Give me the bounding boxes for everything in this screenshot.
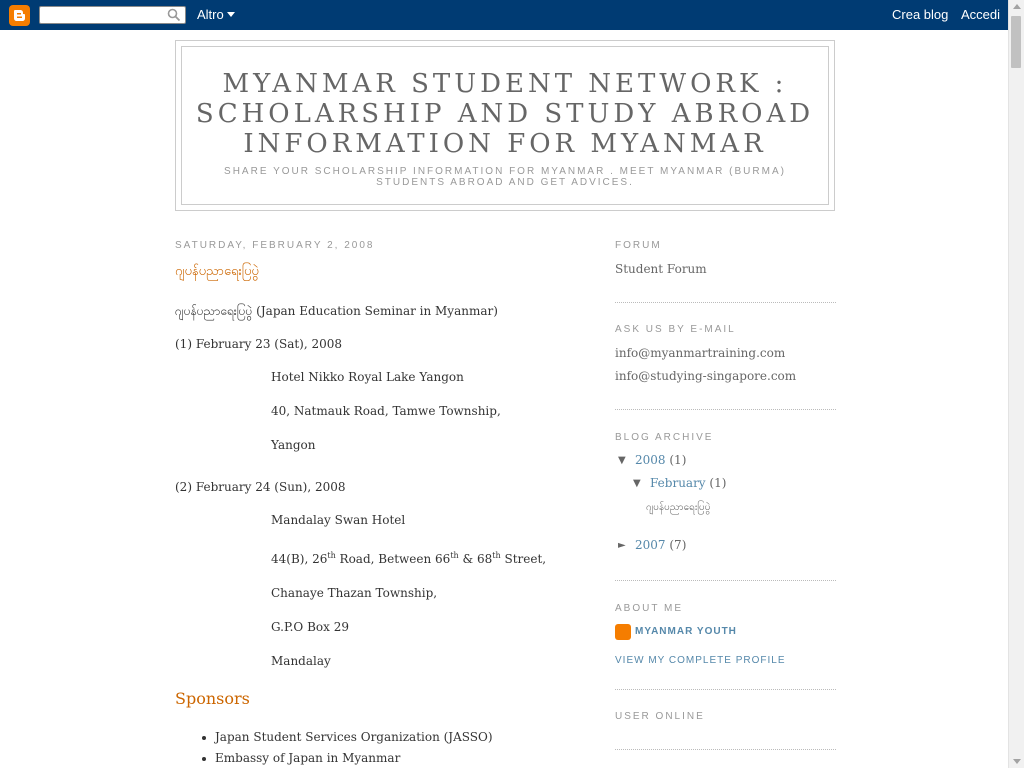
intro-myanmar: ဂျပန်ပညာရေးပြပွဲ	[175, 304, 253, 318]
scroll-down-arrow-icon[interactable]	[1013, 759, 1021, 764]
event2-township: Chanaye Thazan Township,	[271, 586, 438, 600]
create-blog-link[interactable]: Crea blog	[892, 7, 949, 22]
event1-address: 40, Natmauk Road, Tamwe Township,	[271, 404, 501, 418]
address-part: Road, Between 66	[335, 552, 451, 566]
event1-date: (1) February 23 (Sat), 2008	[175, 337, 343, 351]
address-part: & 68	[458, 552, 493, 566]
address-part: 44(B), 26	[271, 552, 328, 566]
archive-year-2007[interactable]	[635, 538, 686, 552]
event1-city: Yangon	[271, 438, 316, 452]
archive-year-2008[interactable]	[635, 453, 686, 467]
archive-month-february[interactable]	[650, 476, 726, 490]
student-forum-link[interactable]: Student Forum	[615, 262, 707, 276]
archive-count: (1)	[709, 476, 727, 490]
blogger-navbar	[0, 0, 1009, 30]
sponsor-item: Embassy of Japan in Myanmar	[215, 751, 401, 765]
blogger-logo-icon[interactable]	[9, 5, 30, 26]
blog-title[interactable]: MYANMAR STUDENT NETWORK : SCHOLARSHIP AND STUDY ABROAD INFORMATION FOR MYANMAR	[195, 69, 815, 159]
blog-header	[175, 40, 835, 211]
sponsor-item: Japan Student Services Organization (JASSO)	[215, 730, 493, 744]
search-icon[interactable]	[167, 8, 181, 22]
event2-date: (2) February 24 (Sun), 2008	[175, 480, 346, 494]
expand-toggle-icon[interactable]: ▼	[633, 478, 641, 489]
main-column	[175, 240, 575, 765]
event2-city: Mandalay	[271, 654, 331, 668]
ordinal-suffix: th	[450, 551, 459, 560]
divider	[615, 302, 836, 303]
address-part: Street,	[500, 552, 547, 566]
collapse-toggle-icon[interactable]: ►	[618, 540, 626, 551]
event1-venue: Hotel Nikko Royal Lake Yangon	[271, 370, 464, 384]
profile-name-link[interactable]: MYANMAR YOUTH	[635, 626, 737, 637]
search-input[interactable]	[39, 6, 186, 24]
expand-toggle-icon[interactable]: ▼	[618, 455, 626, 466]
chevron-down-icon	[227, 12, 235, 17]
view-profile-link[interactable]: VIEW MY COMPLETE PROFILE	[615, 655, 786, 666]
more-label: Altro	[197, 7, 224, 22]
divider	[615, 689, 836, 690]
post-title[interactable]: ဂျပန်ပညာရေးပြပွဲ	[175, 264, 259, 279]
about-heading: ABOUT ME	[615, 603, 684, 614]
user-online-heading: USER ONLINE	[615, 711, 705, 722]
intro-english: (Japan Education Seminar in Myanmar)	[256, 304, 498, 318]
sign-in-link[interactable]: Accedi	[961, 7, 1001, 22]
divider	[615, 580, 836, 581]
blogger-profile-icon	[615, 624, 631, 640]
archive-post-link[interactable]: ဂျပန်ပညာရေးပြပွဲ	[646, 502, 711, 513]
post-date: SATURDAY, FEBRUARY 2, 2008	[175, 240, 375, 251]
divider	[615, 409, 836, 410]
more-menu[interactable]	[197, 7, 235, 22]
email-heading: ASK US BY E-MAIL	[615, 324, 736, 335]
email-address: info@myanmartraining.com	[615, 346, 786, 360]
archive-month-link[interactable]: February	[650, 476, 706, 490]
event2-address	[271, 551, 546, 566]
ordinal-suffix: th	[327, 551, 336, 560]
archive-year-link[interactable]: 2007	[635, 538, 666, 552]
event2-venue: Mandalay Swan Hotel	[271, 513, 406, 527]
ordinal-suffix: th	[492, 551, 501, 560]
scroll-up-arrow-icon[interactable]	[1013, 4, 1021, 9]
archive-count: (1)	[669, 453, 687, 467]
archive-year-link[interactable]: 2008	[635, 453, 666, 467]
divider	[615, 749, 836, 750]
archive-count: (7)	[669, 538, 687, 552]
event2-po-box: G.P.O Box 29	[271, 620, 349, 634]
blog-description: SHARE YOUR SCHOLARSHIP INFORMATION FOR MYANMAR . MEET MYANMAR (BURMA) STUDENTS ABROAD AND GET ADVICES.	[224, 166, 786, 188]
archive-heading: BLOG ARCHIVE	[615, 432, 714, 443]
vertical-scrollbar[interactable]	[1008, 0, 1024, 768]
scroll-thumb[interactable]	[1011, 16, 1021, 68]
post-intro	[175, 303, 498, 321]
forum-heading: FORUM	[615, 240, 662, 251]
email-address: info@studying-singapore.com	[615, 369, 797, 383]
sponsors-heading: Sponsors	[175, 689, 250, 708]
